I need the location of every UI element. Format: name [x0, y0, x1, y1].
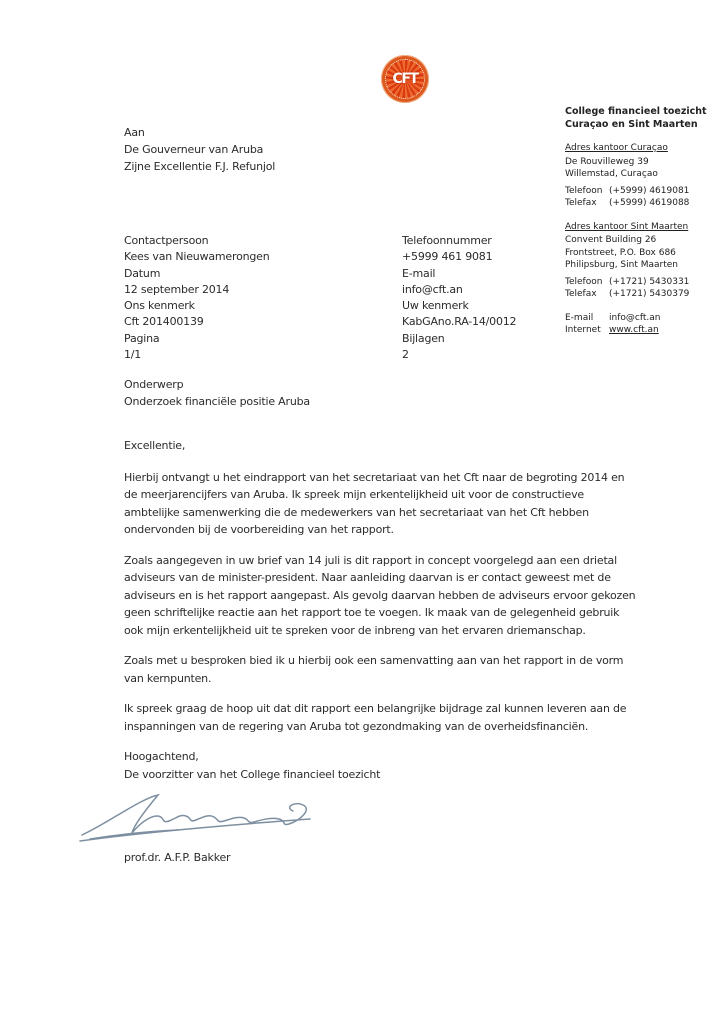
- closing-line: De voorzitter van het College financieel toezicht: [124, 767, 381, 781]
- body-paragraph: Zoals met u besproken bied ik u hierbij ook een samenvatting aan van het rapport in de vorm van kernpunten.: [124, 654, 624, 685]
- meta-left-column: [124, 233, 270, 363]
- recipient-line: Aan: [124, 126, 145, 139]
- phone-value: (+5999) 4619081: [609, 185, 690, 196]
- phone-label: Telefoon: [565, 185, 603, 196]
- office-curacao-phone-row: [565, 185, 717, 198]
- recipient-line: Zijne Excellentie F.J. Refunjol: [124, 160, 276, 173]
- salutation: Excellentie,: [124, 439, 186, 452]
- meta-value: Cft 201400139: [124, 315, 204, 329]
- meta-label: Contactpersoon: [124, 234, 209, 247]
- office-sintmaarten-fax-row: [565, 288, 717, 301]
- subject-label: Onderwerp: [124, 378, 184, 391]
- letterhead-contact-block: [565, 312, 717, 337]
- recipient-line: De Gouverneur van Aruba: [124, 143, 264, 156]
- fax-value: (+1721) 5430379: [609, 289, 690, 299]
- meta-label: Ons kenmerk: [124, 299, 195, 313]
- body-paragraph: Ik spreek graag de hoop uit dat dit rapport een belangrijke bijdrage zal kunnen leveren aan de inspanningen van de regering van Aruba tot gezondmaking van de overheidsfinanciën.: [124, 702, 627, 733]
- office-sintmaarten-address-line: Philipsburg, Sint Maarten: [565, 260, 679, 270]
- signer-name: prof.dr. A.F.P. Bakker: [124, 851, 231, 864]
- cft-seal-rays: [385, 59, 425, 99]
- email-label: E-mail: [565, 312, 594, 323]
- body-paragraph: Hierbij ontvangt u het eindrapport van het secretariaat van het Cft naar de begroting 2014 en de meerjarencijfers van Aruba. Ik spreek mijn erkentelijkheid uit voor de constructieve ambtelijke samenwerking die de medewerkers van het secretariaat van het Cft hebben ondervonden bij de voorbereiding van het rapport.: [124, 470, 625, 536]
- office-curacao-heading: Adres kantoor Curaçao: [565, 143, 668, 153]
- office-sintmaarten-address-line: Frontstreet, P.O. Box 686: [565, 247, 676, 258]
- website-link: www.cft.an: [609, 325, 659, 335]
- cft-seal-logo: [381, 55, 429, 103]
- meta-label: Telefoonnummer: [402, 234, 492, 247]
- letterhead-email-row: [565, 312, 717, 325]
- office-sintmaarten-address-line: Convent Building 26: [565, 235, 657, 245]
- meta-label: Datum: [124, 266, 161, 280]
- meta-label: Pagina: [124, 331, 160, 345]
- meta-value: Kees van Nieuwamerongen: [124, 250, 270, 264]
- fax-value: (+5999) 4619088: [609, 198, 690, 208]
- letterhead-right-column: [565, 106, 717, 337]
- phone-value: (+1721) 5430331: [609, 276, 690, 287]
- phone-label: Telefoon: [565, 276, 603, 287]
- meta-label: Bijlagen: [402, 331, 445, 345]
- office-curacao-fax-row: [565, 197, 717, 210]
- cft-logo-text: CFT: [392, 71, 418, 87]
- meta-label: Uw kenmerk: [402, 299, 469, 313]
- body-paragraph: Zoals aangegeven in uw brief van 14 juli is dit rapport in concept voorgelegd aan een drietal adviseurs van de minister-president. Naar aanleiding daarvan is er contact geweest met de adviseurs en is het rapport aangepast. Als gevolg daarvan hebben de adviseurs ervoor gekozen geen schriftelijke reactie aan het rapport toe te voegen. Ik maak van de gelegenheid gebruik ook mijn erkentelijkheid uit te spreken voor de inbreng van het ervaren driemanschap.: [124, 553, 636, 637]
- subject-value: Onderzoek financiële positie Aruba: [124, 394, 310, 408]
- org-name-line1: College financieel toezicht: [565, 106, 707, 117]
- meta-value: 1/1: [124, 348, 142, 362]
- closing-line: Hoogachtend,: [124, 750, 199, 763]
- meta-middle-column: [402, 233, 516, 363]
- fax-label: Telefax: [565, 198, 597, 208]
- subject-block: [124, 377, 310, 410]
- meta-value: 2: [402, 348, 409, 362]
- office-sintmaarten-phone-row: [565, 276, 717, 289]
- fax-label: Telefax: [565, 289, 597, 299]
- handwritten-signature: [78, 787, 639, 847]
- meta-label: E-mail: [402, 266, 436, 280]
- recipient-address-block: [124, 124, 275, 175]
- office-sintmaarten-block: [565, 221, 717, 301]
- meta-value: +5999 461 9081: [402, 250, 493, 264]
- office-sintmaarten-heading: Adres kantoor Sint Maarten: [565, 221, 689, 232]
- letterhead-internet-row: [565, 324, 717, 337]
- meta-value: KabGAno.RA-14/0012: [402, 315, 517, 329]
- internet-label: Internet: [565, 325, 601, 335]
- letter-body: [124, 437, 639, 867]
- email-value: info@cft.an: [609, 312, 661, 323]
- meta-value: info@cft.an: [402, 282, 463, 296]
- meta-value: 12 september 2014: [124, 282, 230, 296]
- office-curacao-block: [565, 142, 717, 210]
- office-curacao-address-line: De Rouvilleweg 39: [565, 156, 649, 167]
- org-name-line2: Curaçao en Sint Maarten: [565, 118, 698, 130]
- office-curacao-address-line: Willemstad, Curaçao: [565, 169, 658, 179]
